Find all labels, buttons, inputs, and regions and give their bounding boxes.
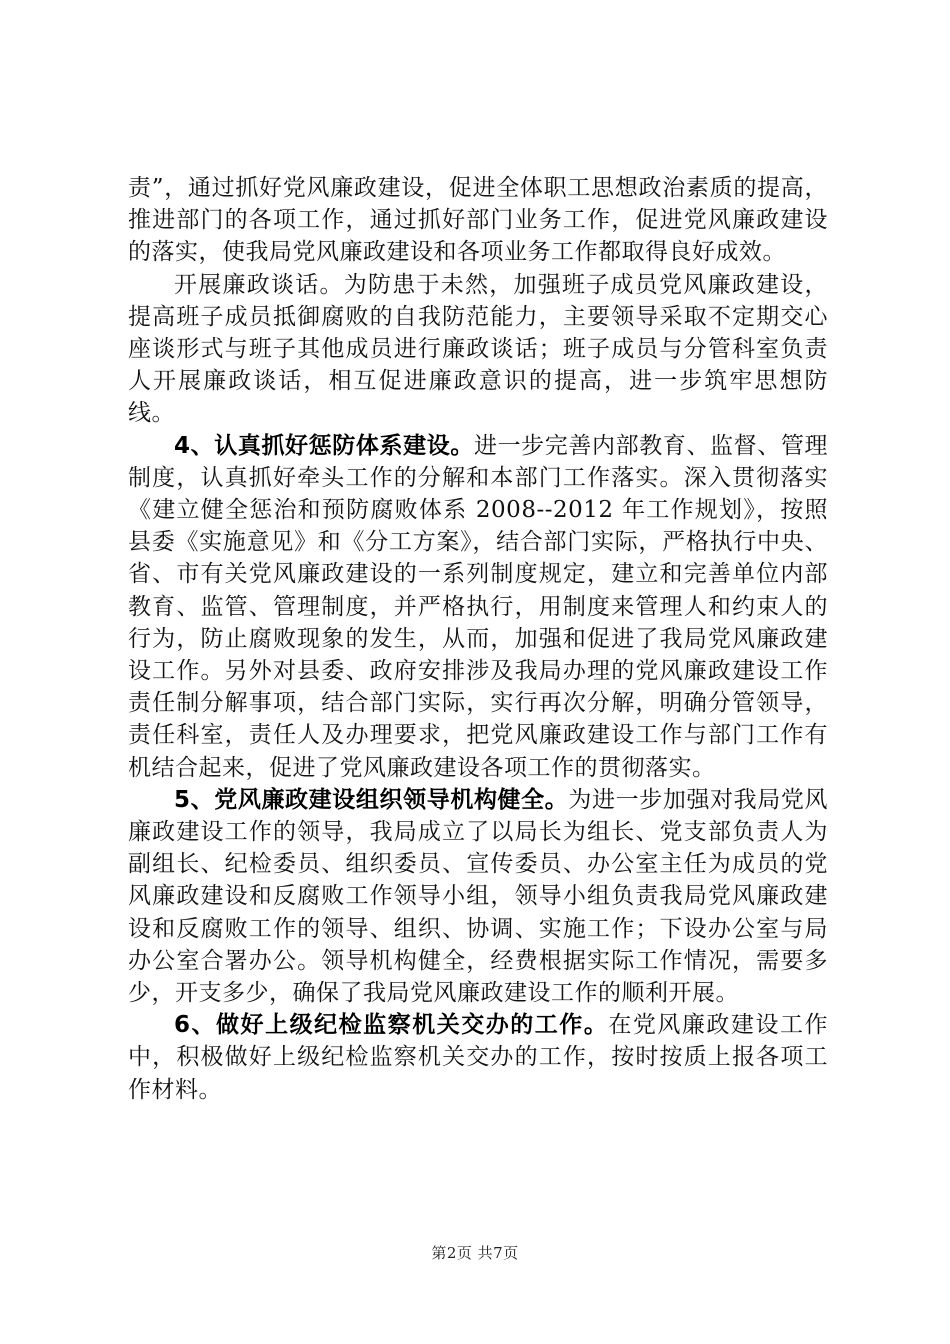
- paragraph-section-6: [128, 1009, 828, 1106]
- paragraph-continuation: [128, 172, 828, 269]
- section-heading: 5、党风廉政建设组织领导机构健全。: [174, 786, 569, 813]
- paragraph-text: 开展廉政谈话。为防患于未然，加强班子成员党风廉政建设，提高班子成员抵御腐败的自我防范能力，主要领导采取不定期交心座谈形式与班子其他成员进行廉政谈话；班子成员与分管科室负责人开展廉政谈话，相互促进廉政意识的提高，进一步筑牢思想防线。: [128, 271, 828, 427]
- section-heading: 6、做好上级纪检监察机关交办的工作。: [174, 1012, 609, 1039]
- paragraph-text: 进一步完善内部教育、监督、管理制度，认真抓好牵头工作的分解和本部门工作落实。深入贯彻落实《建立健全惩治和预防腐败体系 2008--2012 年工作规划》，按照县委《实施意见》和《分工方案》，结合部门实际，严格执行中央、省、市有关党风廉政建设的一系列制度规定，建立和完善单位内部教育、监管、管理制度，并严格执行，用制度来管理人和约束人的行为，防止腐败现象的发生，从而，加强和促进了我局党风廉政建设工作。另外对县委、政府安排涉及我局办理的党风廉政建设工作责任制分解事项，结合部门实际，实行再次分解，明确分管领导，责任科室，责任人及办理要求，把党风廉政建设工作与部门工作有机结合起来，促进了党风廉政建设各项工作的贯彻落实。: [128, 432, 829, 781]
- paragraph-integrity-talk: [128, 269, 828, 430]
- page-number-footer: 第2页 共7页: [431, 1244, 519, 1262]
- document-body: [128, 172, 828, 1106]
- paragraph-text: 为进一步加强对我局党风廉政建设工作的领导，我局成立了以局长为组长、党支部负责人为副组长、纪检委员、组织委员、宣传委员、办公室主任为成员的党风廉政建设和反腐败工作领导小组，领导小组负责我局党风廉政建设和反腐败工作的领导、组织、协调、实施工作；下设办公室与局办公室合署办公。领导机构健全，经费根据实际工作情况，需要多少，开支多少，确保了我局党风廉政建设工作的顺利开展。: [128, 786, 828, 1007]
- paragraph-section-5: [128, 784, 828, 1009]
- section-heading: 4、认真抓好惩防体系建设。: [174, 432, 474, 459]
- paragraph-section-4: [128, 430, 828, 784]
- paragraph-text: 在党风廉政建设工作中，积极做好上级纪检监察机关交办的工作，按时按质上报各项工作材料。: [128, 1012, 828, 1103]
- paragraph-text: 责”，通过抓好党风廉政建设，促进全体职工思想政治素质的提高，推进部门的各项工作，通过抓好部门业务工作，促进党风廉政建设的落实，使我局党风廉政建设和各项业务工作都取得良好成效。: [128, 175, 828, 266]
